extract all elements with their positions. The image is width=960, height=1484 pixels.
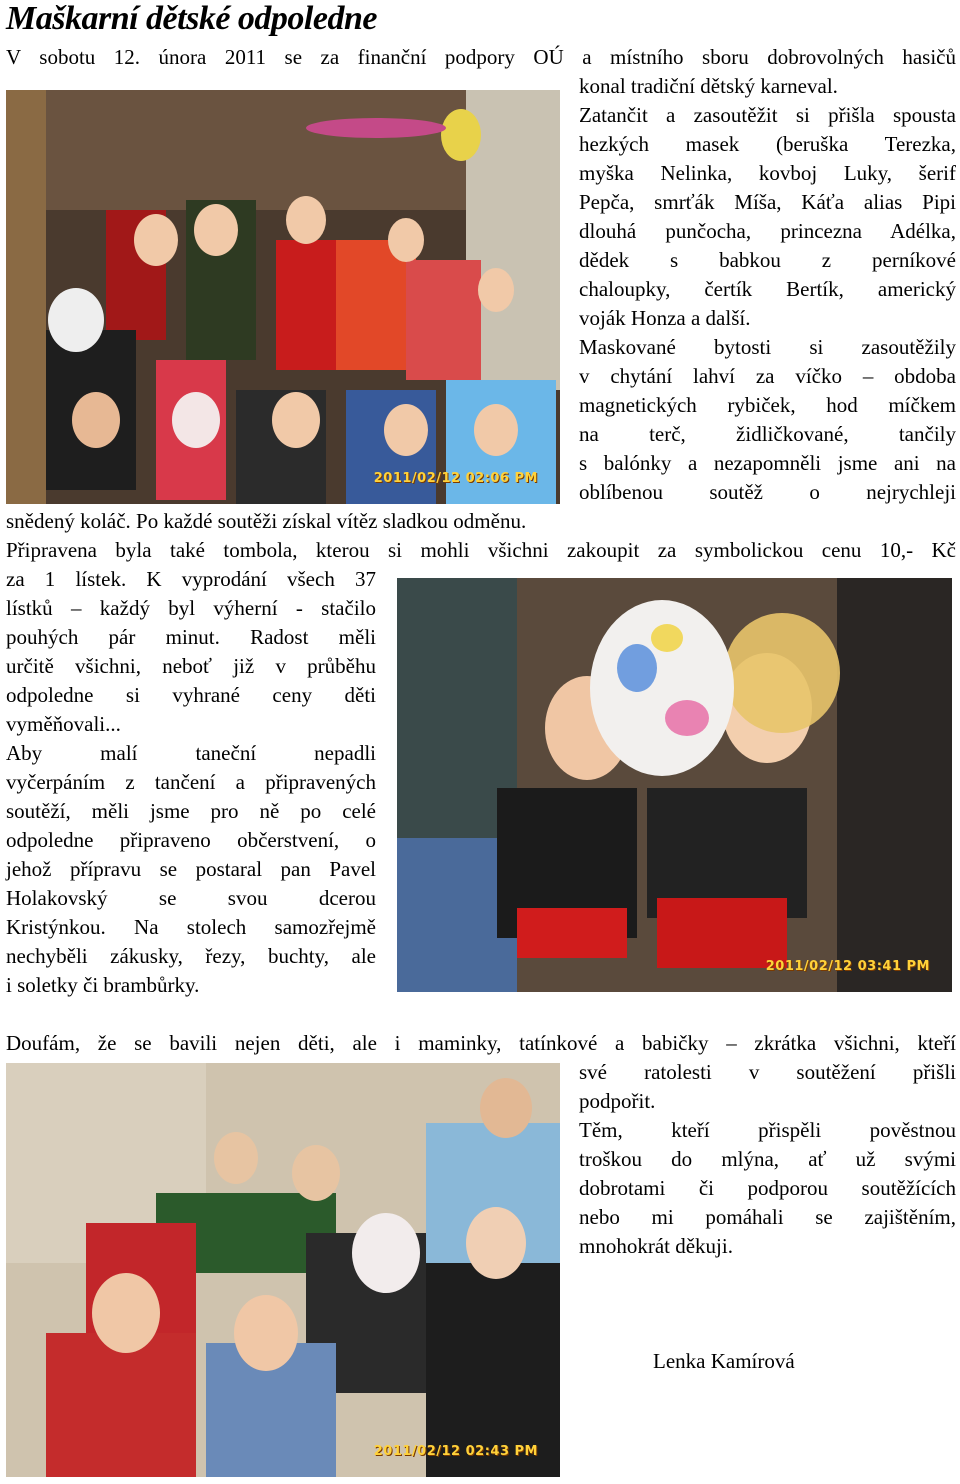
- text-line: chaloupky, čertík Bertík, americký: [579, 277, 956, 301]
- text-line: V sobotu 12. února 2011 se za finanční podpory OÚ a místního sboru dobrovolných hasičů: [6, 45, 956, 69]
- photo-timestamp: 2011/02/12 02:43 PM: [373, 1444, 538, 1459]
- text-line: na terč, židličkované, tančily: [579, 422, 956, 446]
- text-line: lístků – každý byl výherní - stačilo: [6, 596, 376, 620]
- text-line: Maskované bytosti si zasoutěžily: [579, 335, 956, 359]
- text-line: vyčerpáním z tančení a připravených: [6, 770, 376, 794]
- text-line: určitě všichni, neboť již v průběhu: [6, 654, 376, 678]
- text-line: Doufám, že se bavili nejen děti, ale i maminky, tatínkové a babičky – zkrátka všichni, kteří: [6, 1031, 956, 1055]
- text-line: Holakovský se svou dcerou: [6, 886, 376, 910]
- text-line: podpořit.: [579, 1089, 656, 1113]
- text-line: Aby malí taneční nepadli: [6, 741, 376, 765]
- text-line: pouhých pár minut. Radost měli: [6, 625, 376, 649]
- photo-timestamp: 2011/02/12 03:41 PM: [765, 959, 930, 974]
- text-line: snědený koláč. Po každé soutěži získal vítěz sladkou odměnu.: [6, 509, 527, 533]
- text-line: myška Nelinka, kovboj Luky, šerif: [579, 161, 956, 185]
- text-line: dlouhá punčocha, princezna Adélka,: [579, 219, 956, 243]
- text-line: troškou do mlýna, ať už svými: [579, 1147, 956, 1171]
- text-line: nebo mi pomáhali se zajištěním,: [579, 1205, 956, 1229]
- text-line: jehož přípravu se postaral pan Pavel: [6, 857, 376, 881]
- balloon-girls-photo: [397, 578, 952, 992]
- article-title: Maškarní dětské odpoledne: [6, 0, 377, 37]
- text-line: Kristýnkou. Na stolech samozřejmě: [6, 915, 376, 939]
- text-line: odpoledne připraveno občerstvení, o: [6, 828, 376, 852]
- text-line: magnetických rybiček, hod míčkem: [579, 393, 956, 417]
- children-eating-photo: [6, 1063, 560, 1477]
- photo-illustration: [397, 578, 952, 992]
- photo-timestamp: 2011/02/12 02:06 PM: [373, 471, 538, 486]
- text-line: Těm, kteří přispěli pověstnou: [579, 1118, 956, 1142]
- text-line: voják Honza a další.: [579, 306, 751, 330]
- photo-illustration: [6, 90, 560, 504]
- carnival-group-photo: [6, 90, 560, 504]
- text-line: vyměňovali...: [6, 712, 121, 736]
- text-line: soutěží, měli jsme pro ně po celé: [6, 799, 376, 823]
- signature: Lenka Kamírová: [653, 1349, 795, 1373]
- photo-illustration: [6, 1063, 560, 1477]
- text-line: odpoledne si vyhrané ceny děti: [6, 683, 376, 707]
- text-line: dobrotami či podporou soutěžících: [579, 1176, 956, 1200]
- text-line: oblíbenou soutěž o nejrychleji: [579, 480, 956, 504]
- text-line: Připravena byla také tombola, kterou si mohli všichni zakoupit za symbolickou cenu 10,- Kč: [6, 538, 956, 562]
- text-line: mnohokrát děkuji.: [579, 1234, 733, 1258]
- text-line: konal tradiční dětský karneval.: [579, 74, 838, 98]
- text-line: Zatančit a zasoutěžit si přišla spousta: [579, 103, 956, 127]
- text-line: za 1 lístek. K vyprodání všech 37: [6, 567, 376, 591]
- text-line: dědek s babkou z perníkové: [579, 248, 956, 272]
- text-line: nechyběli zákusky, řezy, buchty, ale: [6, 944, 376, 968]
- text-line: své ratolesti v soutěžení přišli: [579, 1060, 956, 1084]
- text-line: v chytání lahví za víčko – obdoba: [579, 364, 956, 388]
- text-line: hezkých masek (beruška Terezka,: [579, 132, 956, 156]
- text-line: s balónky a nezapomněli jsme ani na: [579, 451, 956, 475]
- text-line: Pepča, smrťák Míša, Káťa alias Pipi: [579, 190, 956, 214]
- text-line: i soletky či brambůrky.: [6, 973, 200, 997]
